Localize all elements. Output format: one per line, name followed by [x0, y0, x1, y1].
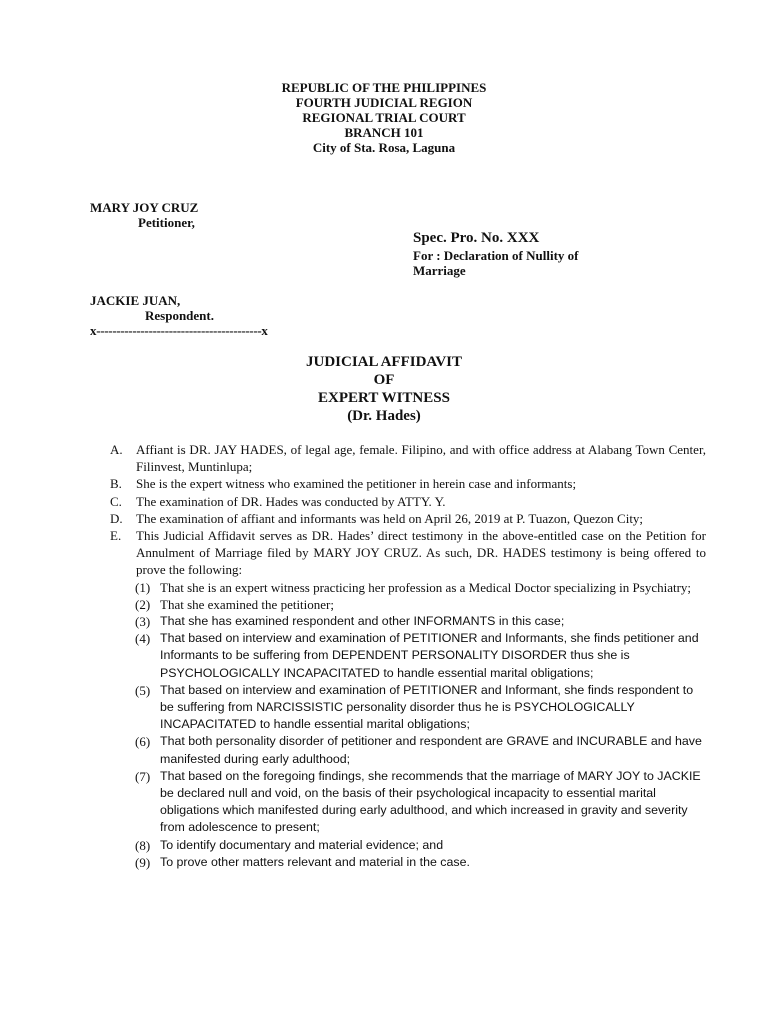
- item-marker: A.: [110, 442, 123, 457]
- subitem-6: [110, 733, 706, 767]
- subitem-text: That she has examined respondent and other INFORMANTS in this case;: [160, 614, 565, 629]
- subitem-text: That both personality disorder of petitioner and respondent are GRAVE and INCURABLE and have manifested during early adulthood;: [160, 734, 702, 766]
- subitem-marker: (6): [135, 734, 151, 750]
- item-marker: D.: [110, 510, 123, 526]
- respondent-role: Respondent.: [145, 308, 214, 323]
- affidavit-title: [0, 353, 768, 425]
- subitem-3: [110, 613, 706, 630]
- affidavit-body: [110, 441, 706, 871]
- subitem-marker: (3): [135, 614, 151, 630]
- subitem-text: That based on interview and examination of PETITIONER and Informant, she finds respondent to be suffering from NARCISSISTIC personality disorder thus he is PSYCHOLOGICALLY INCAPACITATED to handle essential marital obligations;: [160, 682, 694, 732]
- court-city: City of Sta. Rosa, Laguna: [312, 140, 456, 155]
- item-marker: C.: [110, 493, 122, 509]
- case-for-line1: For : Declaration of Nullity of: [413, 248, 579, 263]
- subitem-text: That she is an expert witness practicing her profession as a Medical Doctor specializing in Psychiatry;: [160, 579, 692, 595]
- subitem-text: That based on interview and examination of PETITIONER and Informants, she finds petitioner and Informants to be suffering from DEPENDENT PERSONALITY DISORDER thus she is PSYCHOLOGICALLY INCAPACITATED to handle essential marital obligations;: [160, 631, 699, 680]
- item-marker: E.: [110, 528, 122, 544]
- subitem-2: [110, 596, 706, 613]
- title-line3: EXPERT WITNESS: [318, 390, 450, 406]
- case-for-line2: Marriage: [413, 263, 466, 278]
- subitem-1: [110, 579, 706, 596]
- item-text: Affiant is DR. JAY HADES, of legal age, female. Filipino, and with office address at Alabang Town Center, Filinvest, Muntinlupa;: [136, 442, 706, 475]
- subitem-7: [110, 768, 706, 837]
- list-item-d: [110, 510, 706, 527]
- subitem-5: [110, 682, 706, 734]
- list-item-e: [110, 527, 706, 579]
- subitem-marker: (2): [135, 596, 151, 612]
- subitem-9: [110, 854, 706, 871]
- item-text: She is the expert witness who examined the petitioner in herein case and informants;: [136, 476, 577, 492]
- petitioner-name: MARY JOY CRUZ: [90, 200, 199, 215]
- item-text: This Judicial Affidavit serves as DR. Hades’ direct testimony in the above-entitled case on the Petition for Annulment of Marriage filed by MARY JOY CRUZ. As such, DR. HADES testimony is being offered to prove the following:: [136, 528, 706, 578]
- title-line4: (Dr. Hades): [347, 408, 421, 424]
- court-header: [0, 80, 768, 155]
- item-marker: B.: [110, 476, 122, 492]
- subitem-text: That she examined the petitioner;: [160, 596, 334, 612]
- court-region: FOURTH JUDICIAL REGION: [295, 95, 473, 110]
- subitem-marker: (5): [135, 682, 151, 698]
- list-item-a: [110, 441, 706, 475]
- court-republic: REPUBLIC OF THE PHILIPPINES: [281, 80, 487, 95]
- title-line1: JUDICIAL AFFIDAVIT: [305, 354, 462, 370]
- court-name: REGIONAL TRIAL COURT: [302, 110, 466, 125]
- subitem-8: [110, 837, 706, 854]
- caption-separator: x-----------------------------------------x: [90, 323, 268, 338]
- item-text: The examination of affiant and informants was held on April 26, 2019 at P. Tuazon, Quezon City;: [136, 510, 644, 526]
- subitem-marker: (1): [135, 579, 151, 595]
- subitem-text: To prove other matters relevant and material in the case.: [160, 854, 470, 869]
- subitem-marker: (9): [135, 854, 151, 870]
- list-item-c: [110, 493, 706, 510]
- subitem-marker: (8): [135, 837, 151, 853]
- respondent-name: JACKIE JUAN,: [90, 293, 181, 308]
- subitem-text: That based on the foregoing findings, she recommends that the marriage of MARY JOY to JACKIE be declared null and void, on the basis of their psychological incapacity to essential marital obligations which manifested during early adulthood, and which increased in gravity and severity from adolescence to present;: [160, 768, 701, 835]
- subitem-text: To identify documentary and material evidence; and: [160, 837, 444, 852]
- subitem-4: [110, 630, 706, 682]
- item-text: The examination of DR. Hades was conducted by ATTY. Y.: [136, 493, 446, 509]
- subitem-marker: (7): [135, 768, 151, 784]
- case-number: Spec. Pro. No. XXX: [413, 230, 540, 246]
- title-line2: OF: [373, 372, 395, 388]
- list-item-b: [110, 475, 706, 492]
- subitem-marker: (4): [135, 631, 151, 647]
- petitioner-role: Petitioner,: [138, 215, 195, 230]
- court-branch: BRANCH 101: [344, 125, 424, 140]
